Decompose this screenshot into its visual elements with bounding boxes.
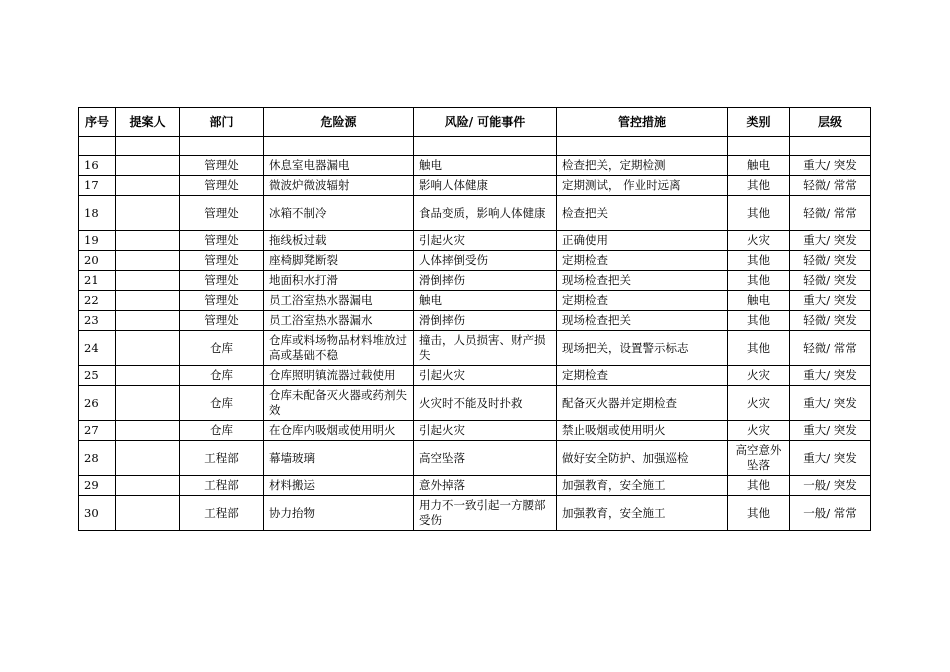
department-cell: 工程部: [180, 476, 264, 496]
department-cell: 管理处: [180, 176, 264, 196]
risk-cell: 高空坠落: [414, 441, 557, 476]
category-cell: 其他: [728, 331, 790, 366]
category-cell: 其他: [728, 196, 790, 231]
category-cell: 触电: [728, 291, 790, 311]
risk-cell: 人体摔倒受伤: [414, 251, 557, 271]
row-number: 24: [79, 331, 116, 366]
category-cell: 其他: [728, 496, 790, 531]
risk-cell: 引起火灾: [414, 231, 557, 251]
category-cell: 火灾: [728, 386, 790, 421]
row-number: 16: [79, 156, 116, 176]
row-number: 30: [79, 496, 116, 531]
proposer-cell: [116, 231, 180, 251]
risk-cell: 引起火灾: [414, 366, 557, 386]
level-cell: 轻微/ 常常: [790, 196, 871, 231]
category-cell: 其他: [728, 176, 790, 196]
table-row: [79, 196, 871, 231]
hazard-cell: 协力抬物: [264, 496, 414, 531]
level-cell: 重大/ 突发: [790, 231, 871, 251]
proposer-cell: [116, 271, 180, 291]
hazard-cell: 幕墙玻璃: [264, 441, 414, 476]
hazard-cell: 座椅脚凳断裂: [264, 251, 414, 271]
hazard-cell: 微波炉微波辐射: [264, 176, 414, 196]
row-number: 22: [79, 291, 116, 311]
control-measure-cell: 定期检查: [557, 366, 728, 386]
control-measure-cell: 正确使用: [557, 231, 728, 251]
blank-cell: [790, 137, 871, 156]
risk-cell: 食品变质，影响人体健康: [414, 196, 557, 231]
table-row: [79, 496, 871, 531]
table-row: [79, 366, 871, 386]
table-row: [79, 271, 871, 291]
table-row: [79, 291, 871, 311]
proposer-cell: [116, 311, 180, 331]
proposer-cell: [116, 476, 180, 496]
header-control: 管控措施: [557, 108, 728, 137]
proposer-cell: [116, 291, 180, 311]
hazard-cell: 在仓库内吸烟或使用明火: [264, 421, 414, 441]
department-cell: 管理处: [180, 311, 264, 331]
risk-cell: 触电: [414, 291, 557, 311]
hazard-cell: 仓库照明镇流器过载使用: [264, 366, 414, 386]
hazard-cell: 仓库未配备灭火器或药剂失效: [264, 386, 414, 421]
risk-cell: 撞击，人员损害、财产损失: [414, 331, 557, 366]
level-cell: 轻微/ 突发: [790, 271, 871, 291]
department-cell: 管理处: [180, 196, 264, 231]
table-row: [79, 331, 871, 366]
level-cell: 轻微/ 常常: [790, 331, 871, 366]
level-cell: 重大/ 突发: [790, 366, 871, 386]
control-measure-cell: 禁止吸烟或使用明火: [557, 421, 728, 441]
level-cell: 一般/ 突发: [790, 476, 871, 496]
row-number: 27: [79, 421, 116, 441]
blank-cell: [414, 137, 557, 156]
risk-table: [78, 107, 871, 531]
table-row: [79, 156, 871, 176]
header-department: 部门: [180, 108, 264, 137]
blank-cell: [116, 137, 180, 156]
category-cell: 其他: [728, 476, 790, 496]
table-row: [79, 231, 871, 251]
control-measure-cell: 定期检查: [557, 251, 728, 271]
row-number: 28: [79, 441, 116, 476]
control-measure-cell: 现场把关，设置警示标志: [557, 331, 728, 366]
table-row: [79, 251, 871, 271]
department-cell: 仓库: [180, 366, 264, 386]
level-cell: 重大/ 突发: [790, 291, 871, 311]
department-cell: 管理处: [180, 156, 264, 176]
category-cell: 其他: [728, 311, 790, 331]
control-measure-cell: 做好安全防护、加强巡检: [557, 441, 728, 476]
level-cell: 轻微/ 突发: [790, 251, 871, 271]
control-measure-cell: 现场检查把关: [557, 311, 728, 331]
row-number: 19: [79, 231, 116, 251]
hazard-cell: 员工浴室热水器漏水: [264, 311, 414, 331]
proposer-cell: [116, 386, 180, 421]
proposer-cell: [116, 156, 180, 176]
row-number: 17: [79, 176, 116, 196]
row-number: 18: [79, 196, 116, 231]
table-row: [79, 476, 871, 496]
risk-cell: 滑倒摔伤: [414, 271, 557, 291]
blank-cell: [79, 137, 116, 156]
row-number: 29: [79, 476, 116, 496]
category-cell: 火灾: [728, 421, 790, 441]
category-cell: 火灾: [728, 231, 790, 251]
row-number: 20: [79, 251, 116, 271]
row-number: 26: [79, 386, 116, 421]
proposer-cell: [116, 331, 180, 366]
hazard-cell: 拖线板过载: [264, 231, 414, 251]
control-measure-cell: 配备灭火器并定期检查: [557, 386, 728, 421]
risk-cell: 火灾时不能及时扑救: [414, 386, 557, 421]
proposer-cell: [116, 251, 180, 271]
level-cell: 重大/ 突发: [790, 156, 871, 176]
department-cell: 工程部: [180, 496, 264, 531]
level-cell: 重大/ 突发: [790, 386, 871, 421]
control-measure-cell: 检查把关: [557, 196, 728, 231]
control-measure-cell: 定期测试， 作业时远离: [557, 176, 728, 196]
risk-cell: 意外掉落: [414, 476, 557, 496]
risk-cell: 用力不一致引起一方腰部受伤: [414, 496, 557, 531]
proposer-cell: [116, 496, 180, 531]
department-cell: 工程部: [180, 441, 264, 476]
blank-row: [79, 137, 871, 156]
proposer-cell: [116, 441, 180, 476]
department-cell: 管理处: [180, 231, 264, 251]
department-cell: 仓库: [180, 421, 264, 441]
table-header-row: [79, 108, 871, 137]
proposer-cell: [116, 196, 180, 231]
category-cell: 火灾: [728, 366, 790, 386]
department-cell: 管理处: [180, 271, 264, 291]
category-cell: 其他: [728, 251, 790, 271]
blank-cell: [264, 137, 414, 156]
row-number: 23: [79, 311, 116, 331]
header-risk: 风险/ 可能事件: [414, 108, 557, 137]
header-no: 序号: [79, 108, 116, 137]
control-measure-cell: 加强教育，安全施工: [557, 476, 728, 496]
category-cell: 其他: [728, 271, 790, 291]
hazard-cell: 仓库或料场物品材料堆放过高或基础不稳: [264, 331, 414, 366]
blank-cell: [557, 137, 728, 156]
hazard-cell: 材料搬运: [264, 476, 414, 496]
row-number: 25: [79, 366, 116, 386]
header-proposer: 提案人: [116, 108, 180, 137]
header-hazard: 危险源: [264, 108, 414, 137]
category-cell: 高空意外坠落: [728, 441, 790, 476]
department-cell: 仓库: [180, 386, 264, 421]
header-level: 层级: [790, 108, 871, 137]
category-cell: 触电: [728, 156, 790, 176]
row-number: 21: [79, 271, 116, 291]
proposer-cell: [116, 176, 180, 196]
proposer-cell: [116, 366, 180, 386]
blank-cell: [728, 137, 790, 156]
risk-cell: 滑倒摔伤: [414, 311, 557, 331]
table-row: [79, 386, 871, 421]
department-cell: 仓库: [180, 331, 264, 366]
hazard-cell: 地面积水打滑: [264, 271, 414, 291]
level-cell: 轻微/ 突发: [790, 311, 871, 331]
header-category: 类别: [728, 108, 790, 137]
risk-cell: 引起火灾: [414, 421, 557, 441]
proposer-cell: [116, 421, 180, 441]
control-measure-cell: 现场检查把关: [557, 271, 728, 291]
risk-cell: 触电: [414, 156, 557, 176]
level-cell: 重大/ 突发: [790, 441, 871, 476]
control-measure-cell: 检查把关，定期检测: [557, 156, 728, 176]
hazard-cell: 休息室电器漏电: [264, 156, 414, 176]
blank-cell: [180, 137, 264, 156]
hazard-cell: 员工浴室热水器漏电: [264, 291, 414, 311]
department-cell: 管理处: [180, 251, 264, 271]
level-cell: 轻微/ 常常: [790, 176, 871, 196]
table-row: [79, 311, 871, 331]
table-row: [79, 441, 871, 476]
control-measure-cell: 加强教育，安全施工: [557, 496, 728, 531]
table-row: [79, 176, 871, 196]
table-row: [79, 421, 871, 441]
risk-cell: 影响人体健康: [414, 176, 557, 196]
department-cell: 管理处: [180, 291, 264, 311]
level-cell: 一般/ 常常: [790, 496, 871, 531]
control-measure-cell: 定期检查: [557, 291, 728, 311]
hazard-cell: 冰箱不制冷: [264, 196, 414, 231]
level-cell: 重大/ 突发: [790, 421, 871, 441]
